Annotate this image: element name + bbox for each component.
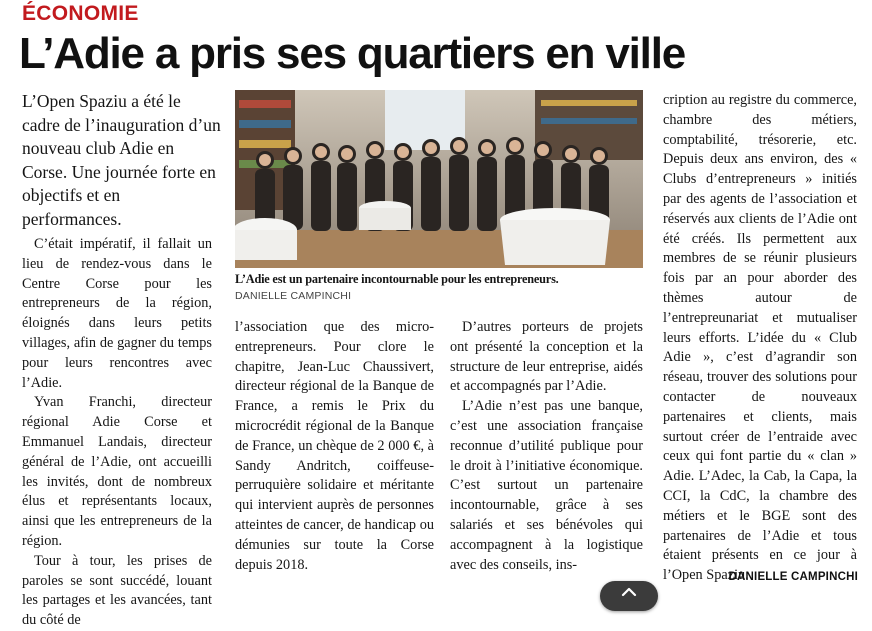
paragraph: C’était impératif, il fallait un lieu de rendez-vous dans le Centre Corse pour les entrepreneurs de la région, éloignés dans leurs petits villages, afin de gagner du temps pour leurs rencontres avec l’Adie. xyxy=(22,236,212,391)
text-column-2 xyxy=(235,318,434,575)
paragraph: Yvan Franchi, directeur régional Adie Corse et Emmanuel Landais, directeur général de l’Adie, ont accueilli les invités, dont de nombreux élus et représentants locaux, ainsi que les entrepreneurs de la région. xyxy=(22,394,212,549)
text-column-3 xyxy=(450,318,643,575)
article-photo xyxy=(235,90,643,268)
paragraph: cription au registre du commerce, chambre des métiers, comptabilité, trésorerie, etc. Depuis deux ans environ, des « Clubs d’entrepreneurs » initiés par des agents de l’association et réservés aux clients de l’Adie ont été créés. Ils permettent aux membres de se réunir plusieurs fois par an pour aborder des thèmes autour de l’entrepreunariat et mutualiser leurs efforts. L’idée du « Club Adie », c’est d’agrandir son réseau, trouver des solutions pour contacter de nouveaux partenaires et clients, mais surtout créer de l’entraide avec ceux qui font partie du « clan » Adie. L’Adec, la Cab, la Capa, la CCI, la CdC, la chambre des métiers et le BGE sont des partenaires de l’Adie et tous étaient présents en ce jour à l’Open Spaziu. xyxy=(663,92,857,584)
section-rubric: ÉCONOMIE xyxy=(22,2,139,25)
paragraph: D’autres porteurs de projets ont présenté la conception et la structure de leur entreprise, aidés et accompagnés par l’Adie. xyxy=(450,319,643,395)
photo-caption: L’Adie est un partenaire incontournable pour les entrepreneurs. xyxy=(235,272,559,286)
text-column-4 xyxy=(663,91,857,586)
author-signature: DANIELLE CAMPINCHI xyxy=(728,571,858,583)
photo-credit: DANIELLE CAMPINCHI xyxy=(235,290,352,302)
chevron-up-icon xyxy=(621,587,637,597)
paragraph: Tour à tour, les prises de paroles se sont succédé, louant les partages et les avancées, tant du côté de xyxy=(22,552,212,629)
text-column-1 xyxy=(22,235,212,631)
scroll-up-button[interactable] xyxy=(600,581,658,611)
group-photo-illustration xyxy=(235,90,643,268)
paragraph: l’association que des micro-entrepreneurs. Pour clore le chapitre, Jean-Luc Chaussivert, directeur régional de la Banque de France, a remis le Prix du microcrédit régional de la Banque de France, un chèque de 2 000 €, à Sandy Andritch, coiffeuse-perruquière solidaire et méritante qui intervient auprès de personnes atteintes de cancer, de handicap ou démunies sur toute la Corse depuis 2018. xyxy=(235,319,434,573)
paragraph: L’Adie n’est pas une banque, c’est une association française reconnue d’utilité publique pour le droit à l’initiative économique. C’est surtout un partenaire incontournable, grâce à ses salariés et ses bénévoles qui accompagnent à la logistique avec des conseils, ins- xyxy=(450,398,643,573)
article-standfirst: L’Open Spaziu a été le cadre de l’inauguration d’un nouveau club Adie en Corse. Une journée forte en objectifs et en performances. xyxy=(22,91,221,229)
article-headline: L’Adie a pris ses quartiers en ville xyxy=(19,29,685,78)
